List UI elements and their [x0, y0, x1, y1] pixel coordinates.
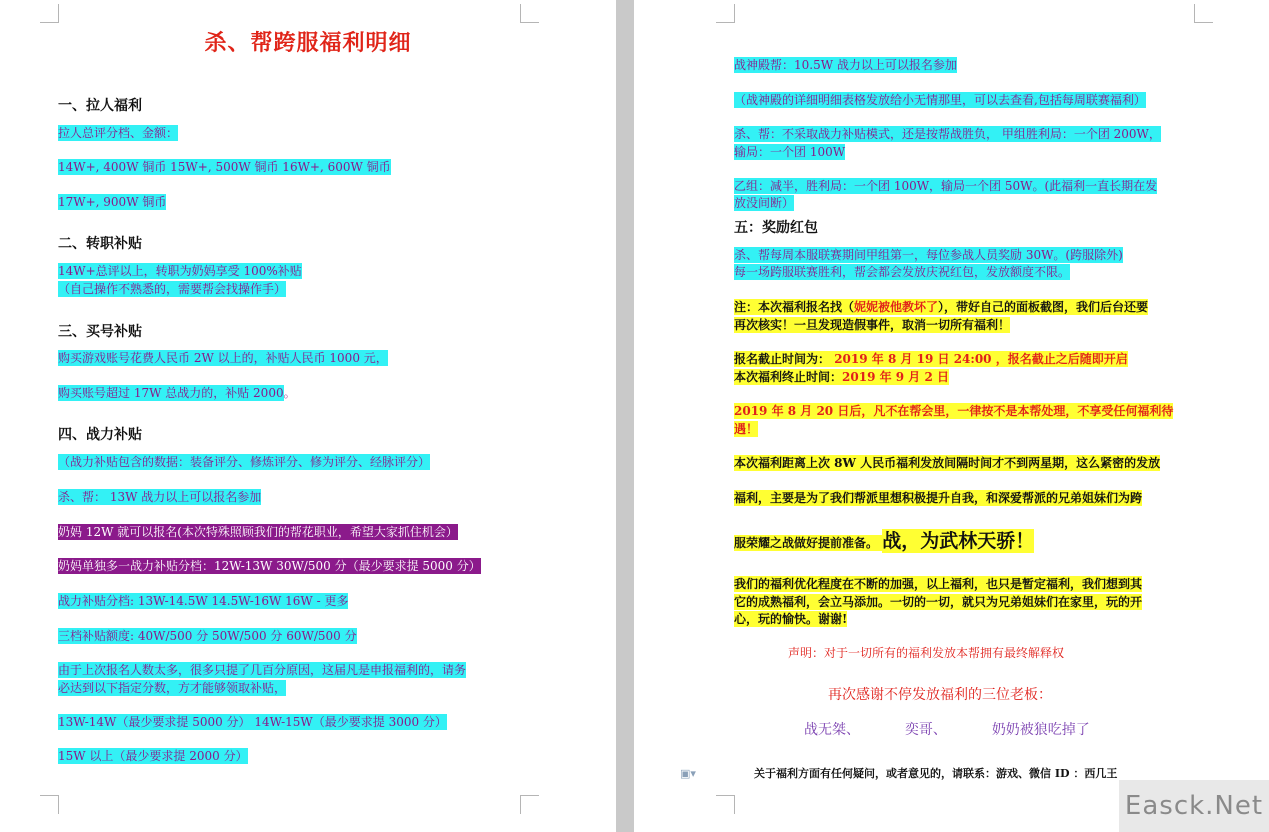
text-line: 输局：一个团 100W	[734, 145, 846, 159]
margin-corner-tl	[716, 4, 735, 23]
margin-corner-bl	[716, 795, 735, 814]
margin-corner-tr	[1194, 4, 1213, 23]
boss-name: 战无桀、	[804, 722, 860, 738]
section-heading-3: 三、买号补贴	[58, 324, 142, 340]
text-line: 再次核实！一旦发现造假事件，取消一切所有福利！	[734, 318, 1011, 332]
text-line: 杀、帮：不采取战力补贴模式，还是按帮战胜负， 甲组胜利局：一个团 200W，	[734, 127, 1161, 141]
deadline-value: 2019 年 8 月 19 日 24:00 ，报名截止之后随即开启	[830, 352, 1128, 366]
text-line: 服荣耀之战做好提前准备。	[734, 536, 883, 550]
margin-corner-tl	[40, 4, 59, 23]
text-line: 15W 以上（最少要求提 2000 分）	[58, 749, 248, 763]
text-line: 17W+, 900W 铜币	[58, 195, 167, 209]
text-line: 心，玩的愉快。谢谢!	[734, 612, 848, 626]
text-line: 必达到以下指定分数，方才能够领取补贴，	[58, 681, 287, 695]
end-date-label: 本次福利终止时间：	[734, 370, 843, 384]
text-line: 奶妈单独多一战力补贴分档：12W-13W 30W/500 分（最少要求提 5000 分）	[58, 559, 481, 573]
text-line: 杀、帮每周本服联赛期间甲组第一，每位参战人员奖励 30W。(跨服除外)	[734, 248, 1123, 262]
left-page	[0, 0, 616, 832]
text-line: （自己操作不熟悉的，需要帮会找操作手）	[58, 282, 287, 296]
text-line: 杀、帮： 13W 战力以上可以报名参加	[58, 490, 262, 504]
boss-name: 奶奶被狼吃掉了	[991, 722, 1090, 738]
end-date-value: 2019 年 9 月 2 日	[842, 370, 950, 384]
text-line: 14W+, 400W 铜币 15W+, 500W 铜币 16W+, 600W 铜币	[58, 160, 391, 174]
statement: 声明：对于一切所有的福利发放本帮拥有最终解释权	[788, 646, 1065, 660]
text-line: （战力补贴包含的数据：装备评分、修炼评分、修为评分、经脉评分）	[58, 455, 431, 469]
contact-name: 妮妮被他教坏了	[854, 300, 939, 314]
text-line: 每一场跨服联赛胜利，帮会都会发放庆祝红包，发放额度不限。	[734, 265, 1071, 279]
deadline-label: 报名截止时间为：	[734, 352, 831, 366]
text-line: 乙组：减半，胜利局：一个团 100W，输局一个团 50W。(此福利一直长期在发	[734, 179, 1158, 193]
text-line: 13W-14W（最少要求提 5000 分） 14W-15W（最少要求提 3000 分）	[58, 715, 447, 729]
thanks-line: 再次感谢不停发放福利的三位老板：	[828, 687, 1052, 703]
text-line: 它的成熟福利，会立马添加。一切的一切，就只为兄弟姐妹们在家里，玩的开	[734, 595, 1143, 609]
text-line: （战神殿的详细明细表格发放给小无情那里，可以去查看,包括每周联赛福利）	[734, 93, 1146, 107]
right-page	[634, 0, 1269, 832]
paragraph-doc-icon[interactable]: ▣▾	[680, 767, 696, 780]
boss-name: 奕哥、	[904, 722, 947, 738]
text-line: ），带好自己的面板截图，我们后台还要	[938, 300, 1149, 314]
text-line: 遇！	[734, 422, 759, 436]
watermark-logo: Easck.Net	[1119, 780, 1269, 832]
margin-corner-tr	[520, 4, 539, 23]
text-line: 2019 年 8 月 20 日后，凡不在帮会里，一律按不是本帮处理，不享受任何福利待	[734, 404, 1174, 418]
text-line: 14W+总评以上，转职为奶妈享受 100%补贴	[58, 264, 302, 278]
margin-corner-br	[520, 795, 539, 814]
text-line: 战力补贴分档: 13W-14.5W 14.5W-16W 16W - 更多	[58, 594, 349, 608]
section-heading-2: 二、转职补贴	[58, 236, 142, 252]
section-heading-5: 五：奖励红包	[734, 220, 818, 236]
text-line: 三档补贴额度: 40W/500 分 50W/500 分 60W/500 分	[58, 629, 357, 643]
text-line: 我们的福利优化程度在不断的加强，以上福利，也只是暂定福利，我们想到其	[734, 577, 1143, 591]
section-heading-4: 四、战力补贴	[58, 427, 142, 443]
contact-line: 关于福利方面有任何疑问，或者意见的，请联系：游戏、微信 ID ：西几王	[754, 767, 1118, 780]
text-line: 由于上次报名人数太多，很多只提了几百分原因，这届凡是申报福利的，请务	[58, 663, 467, 677]
text-line: 注：本次福利报名找（	[734, 300, 855, 314]
text-line: 奶妈 12W 就可以报名(本次特殊照顾我们的帮花职业，希望大家抓住机会）	[58, 525, 458, 539]
text-line-end: 。	[283, 386, 296, 400]
document-title: 杀、帮跨服福利明细	[204, 30, 412, 56]
slogan: 战，为武林天骄！	[882, 530, 1035, 552]
section-heading-1: 一、拉人福利	[58, 98, 142, 114]
text-line: 放没间断）	[734, 196, 795, 210]
text-line: 购买账号超过 17W 总战力的，补贴 2000	[58, 386, 284, 400]
text-line: 拉人总评分档、金额：	[58, 126, 179, 140]
text-line: 本次福利距离上次 8W 人民币福利发放间隔时间才不到两星期，这么紧密的发放	[734, 456, 1161, 470]
text-line: 福利，主要是为了我们帮派里想积极提升自我，和深爱帮派的兄弟姐妹们为跨	[734, 491, 1143, 505]
text-line: 购买游戏账号花费人民币 2W 以上的，补贴人民币 1000 元，	[58, 351, 388, 365]
text-line: 战神殿帮：10.5W 战力以上可以报名参加	[734, 58, 957, 72]
margin-corner-bl	[40, 795, 59, 814]
